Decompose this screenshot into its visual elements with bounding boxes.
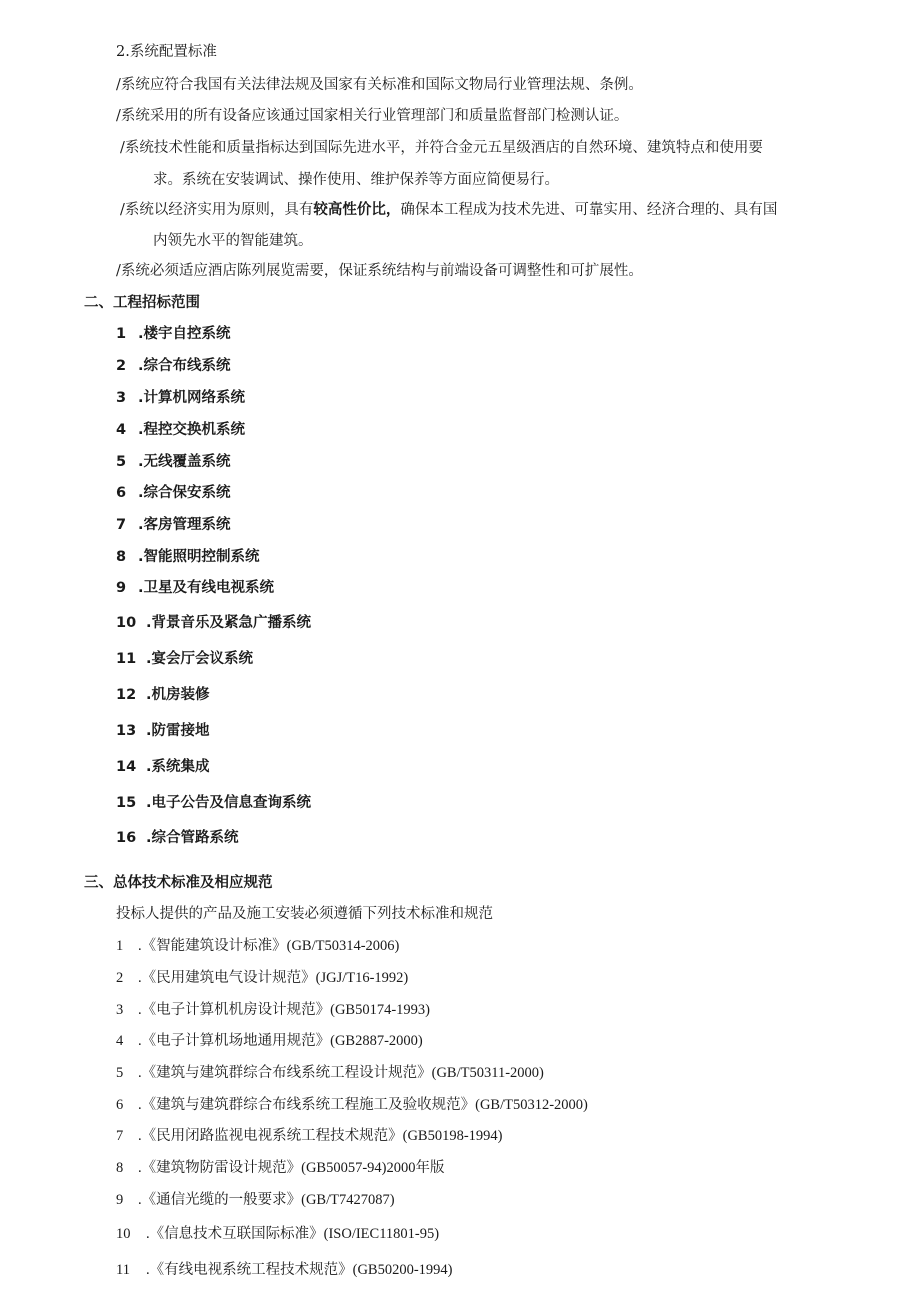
config-item-4-pre: /系统以经济实用为原则，具有 [120,202,314,218]
standard-item-label: .《建筑物防雷设计规范》(GB50057-94)2000年版 [138,1160,445,1176]
standard-item-number: 9 [116,1192,124,1208]
standard-item [116,939,399,954]
standard-item-number: 10 [116,1226,131,1242]
standard-item-number: 8 [116,1160,124,1176]
scope-item [116,652,253,667]
config-item-4-cont: 内领先水平的智能建筑。 [153,233,313,249]
scope-item-number: 3 [116,390,127,406]
scope-item [116,423,245,438]
standard-item-number: 11 [116,1262,130,1278]
scope-item-number: 2 [116,358,127,374]
config-item-1: /系统应符合我国有关法律法规及国家有关标准和国际文物局行业管理法规、条例。 [116,77,643,93]
scope-item-label: .卫星及有线电视系统 [138,580,275,596]
standard-item-label: .《民用建筑电气设计规范》(JGJ/T16-1992) [138,970,409,986]
scope-item-label: .综合管路系统 [146,830,239,846]
scope-item [116,486,231,501]
scope-item-number: 12 [116,687,137,703]
standard-item [116,1098,588,1113]
standard-item-number: 1 [116,938,124,954]
section-standards-heading: 三、总体技术标准及相应规范 [84,875,273,891]
scope-item-label: .程控交换机系统 [138,422,246,438]
scope-item [116,327,231,342]
scope-item [116,359,231,374]
subsection-title: 2.系统配置标准 [116,44,217,60]
standard-item [116,1003,430,1018]
standard-item-number: 3 [116,1002,124,1018]
config-item-4-bold: 较高性价比， [313,202,401,218]
scope-item-number: 6 [116,485,127,501]
scope-item-label: .计算机网络系统 [138,390,246,406]
scope-item-label: .机房装修 [146,687,210,703]
standard-item-label: .《电子计算机机房设计规范》(GB50174-1993) [138,1002,431,1018]
scope-item-label: .背景音乐及紧急广播系统 [146,615,312,631]
standard-item-number: 5 [116,1065,124,1081]
scope-item [116,455,231,470]
standard-item [116,1161,445,1176]
config-item-3-cont: 求。系统在安装调试、操作使用、维护保养等方面应简便易行。 [153,172,559,188]
scope-item [116,724,210,739]
standard-item-label: .《通信光缆的一般要求》(GB/T7427087) [138,1192,395,1208]
standard-item-label: .《电子计算机场地通用规范》(GB2887-2000) [138,1033,423,1049]
scope-item-number: 5 [116,454,127,470]
standard-item-label: .《智能建筑设计标准》(GB/T50314-2006) [138,938,400,954]
config-item-5: /系统必须适应酒店陈列展览需要，保证系统结构与前端设备可调整性和可扩展性。 [116,263,643,279]
scope-item-number: 14 [116,759,137,775]
section-scope-heading: 二、工程招标范围 [84,295,200,311]
config-item-4-post: 确保本工程成为技术先进、可靠实用、经济合理的、具有国 [400,202,778,218]
scope-item-number: 13 [116,723,137,739]
scope-item-number: 4 [116,422,127,438]
standard-item-label: .《建筑与建筑群综合布线系统工程施工及验收规范》(GB/T50312-2000) [138,1097,588,1113]
scope-item [116,518,231,533]
standard-item-number: 6 [116,1097,124,1113]
scope-item-label: .系统集成 [146,759,210,775]
standard-item [116,1227,439,1242]
scope-item [116,831,239,846]
scope-item-number: 15 [116,795,137,811]
standard-item-label: .《建筑与建筑群综合布线系统工程设计规范》(GB/T50311-2000) [138,1065,544,1081]
config-item-2: /系统采用的所有设备应该通过国家相关行业管理部门和质量监督部门检测认证。 [116,108,629,124]
scope-item-label: .综合布线系统 [138,358,231,374]
scope-item-label: .电子公告及信息查询系统 [146,795,312,811]
config-item-3: /系统技术性能和质量指标达到国际先进水平，并符合金元五星级酒店的自然环境、建筑特点和使用要 [120,140,763,156]
scope-item-label: .无线覆盖系统 [138,454,231,470]
scope-item-label: .综合保安系统 [138,485,231,501]
scope-item [116,550,260,565]
standard-item [116,971,408,986]
scope-item-number: 11 [116,651,137,667]
scope-item [116,581,274,596]
scope-item-label: .客房管理系统 [138,517,231,533]
scope-item [116,760,210,775]
scope-item-number: 9 [116,580,127,596]
scope-item [116,391,245,406]
scope-item-number: 1 [116,326,127,342]
scope-item-label: .智能照明控制系统 [138,549,260,565]
standard-item-number: 4 [116,1033,124,1049]
standard-item [116,1129,503,1144]
standards-intro: 投标人提供的产品及施工安装必须遵循下列技术标准和规范 [116,906,493,922]
scope-item-label: .宴会厅会议系统 [146,651,254,667]
standard-item [116,1066,544,1081]
standard-item-label: .《民用闭路监视电视系统工程技术规范》(GB50198-1994) [138,1128,503,1144]
scope-item-number: 8 [116,549,127,565]
scope-item-label: .楼宇自控系统 [138,326,231,342]
standard-item [116,1034,423,1049]
scope-item [116,616,311,631]
standard-item-number: 7 [116,1128,124,1144]
scope-item-number: 7 [116,517,127,533]
standard-item-label: .《信息技术互联国际标准》(ISO/IEC11801-95) [146,1226,440,1242]
scope-item-label: .防雷接地 [146,723,210,739]
scope-item-number: 10 [116,615,137,631]
scope-item [116,688,210,703]
standard-item [116,1263,453,1278]
standard-item [116,1193,395,1208]
scope-item-number: 16 [116,830,137,846]
scope-item [116,796,311,811]
standard-item-label: .《有线电视系统工程技术规范》(GB50200-1994) [146,1262,453,1278]
config-item-4 [120,203,777,218]
standard-item-number: 2 [116,970,124,986]
